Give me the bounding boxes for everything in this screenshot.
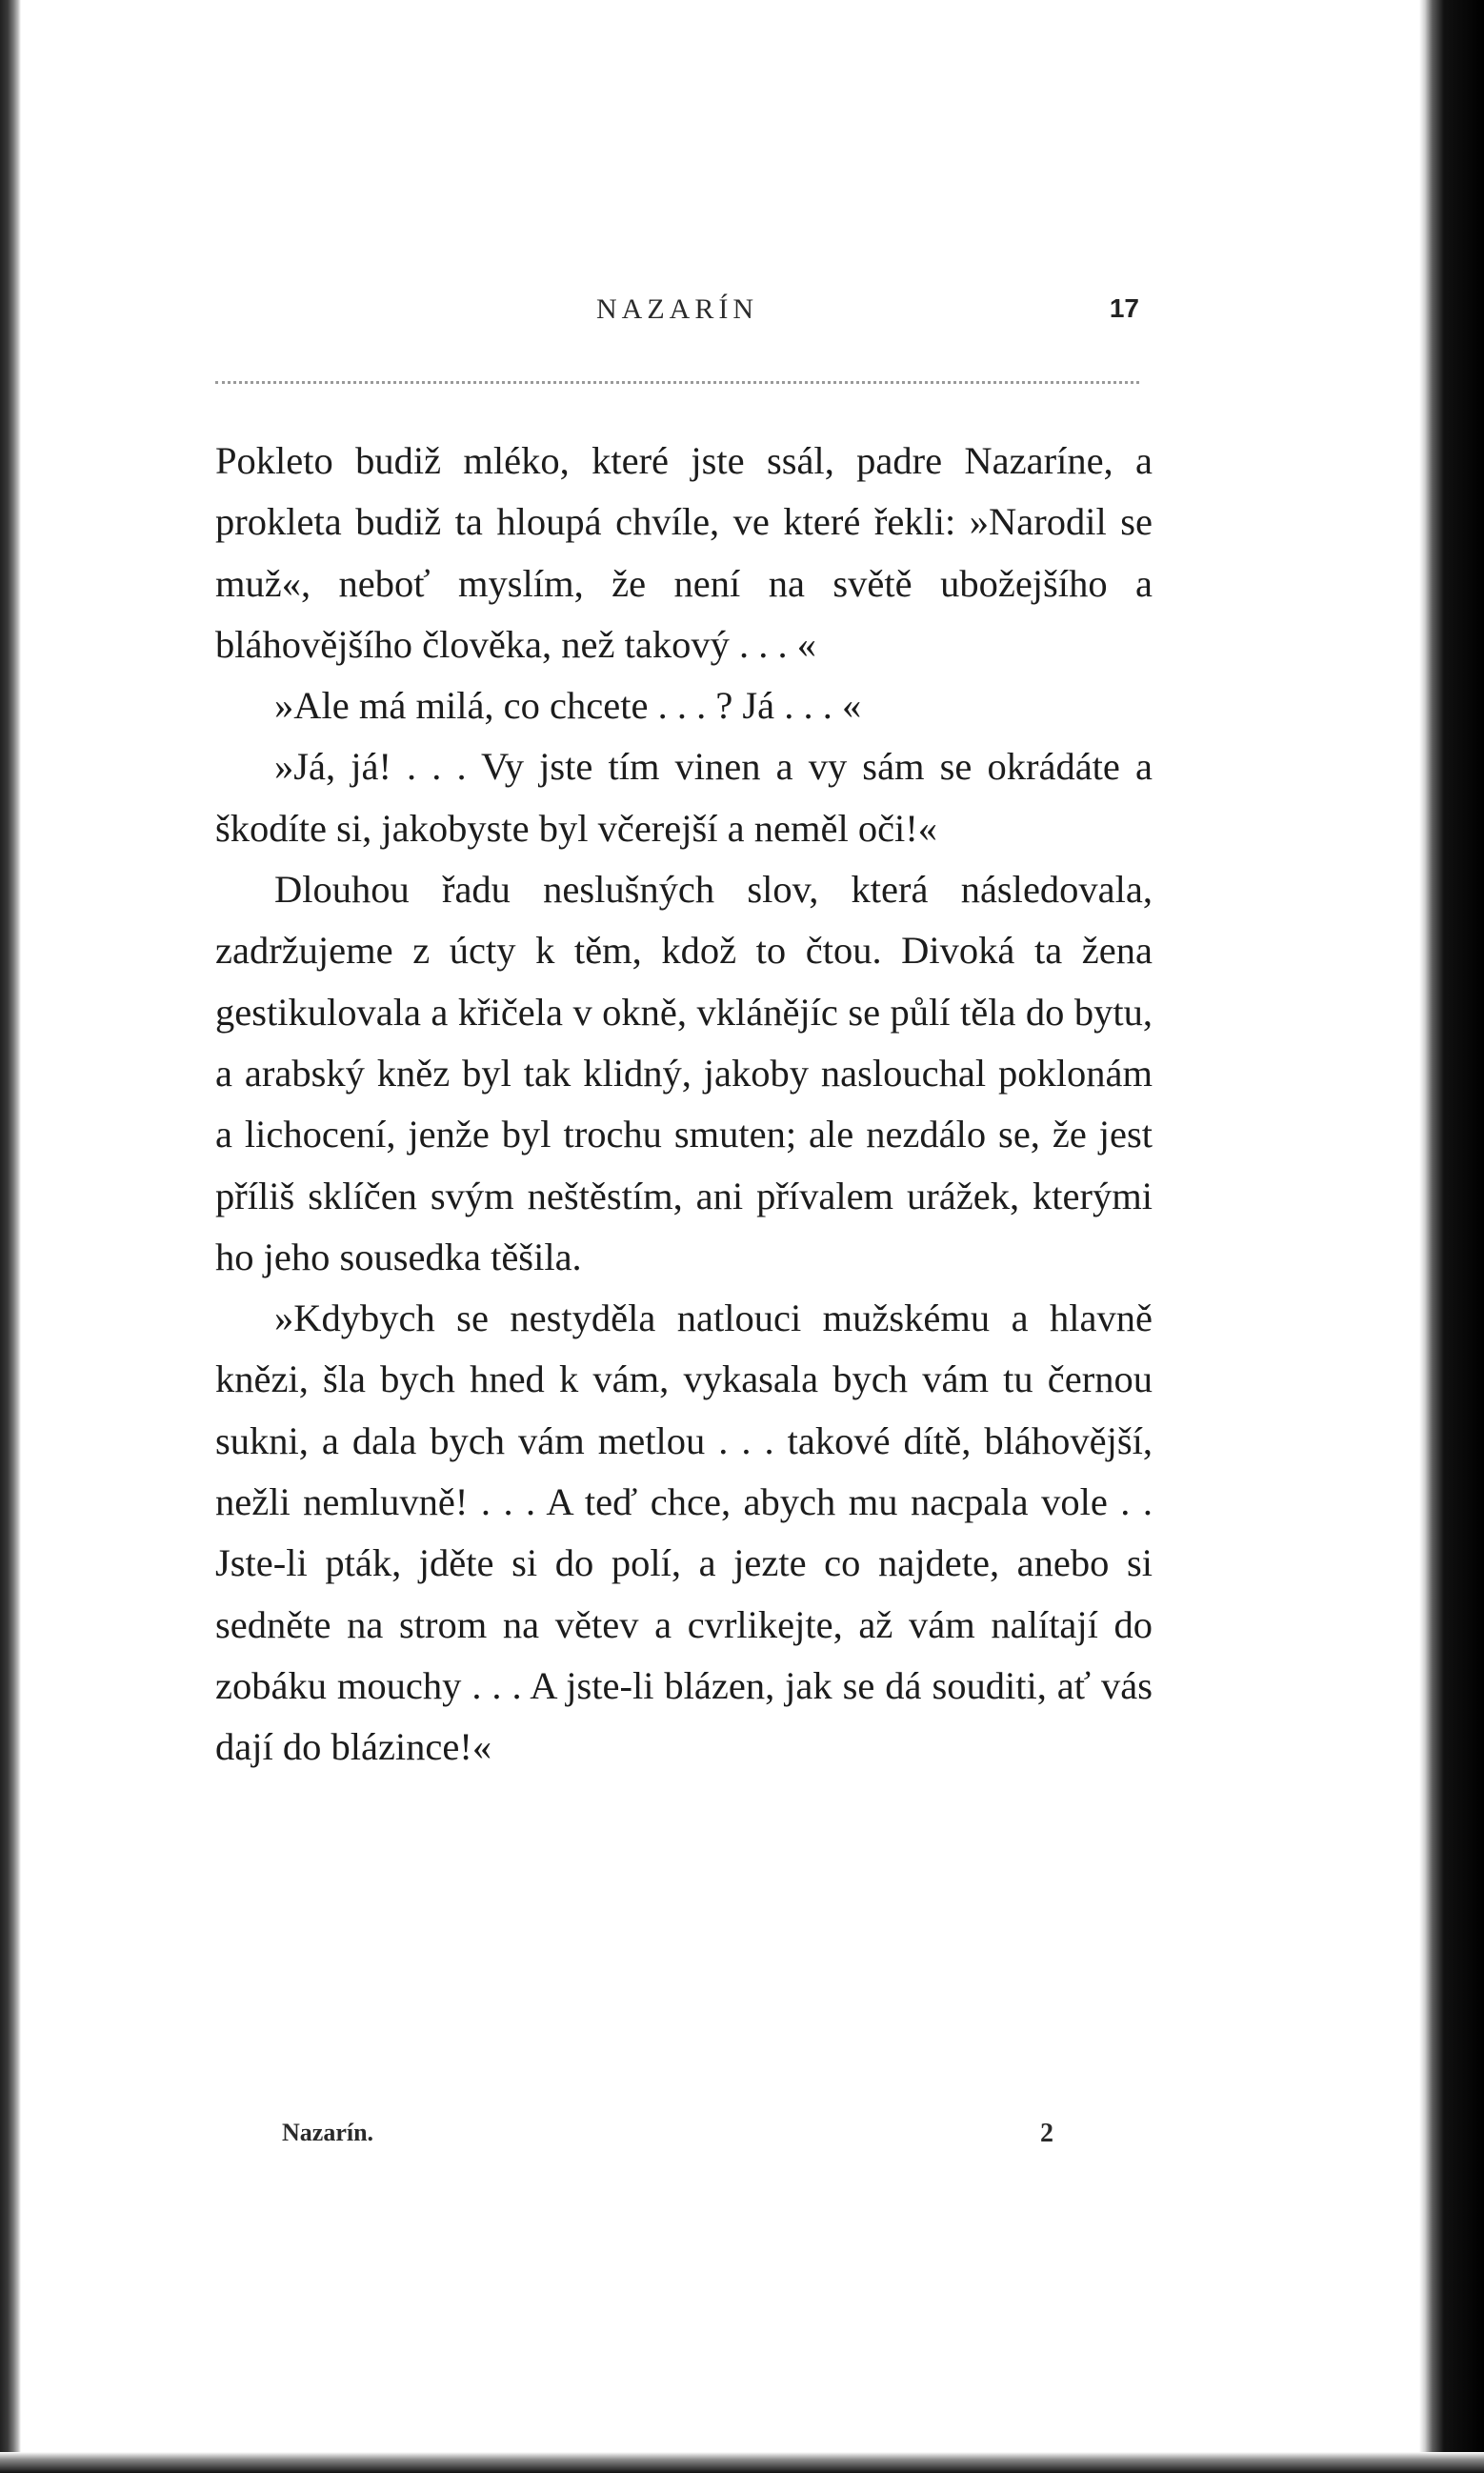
body-text	[215, 431, 1153, 1779]
signature-mark: Nazarín.	[282, 2119, 374, 2146]
header-dotted-rule	[215, 381, 1139, 384]
page-number: 17	[1109, 293, 1139, 323]
signature-number: 2	[1040, 2119, 1053, 2148]
bottom-scan-edge	[0, 2452, 1484, 2473]
running-head: NAZARÍN	[596, 293, 758, 325]
page-footer	[282, 2119, 1053, 2157]
paragraph: Dlouhou řadu neslušných slov, která následovala, zadržujeme z úcty k těm, kdož to čtou. Divoká ta žena gestikulovala a křičela v okně, vklánějíc se půlí těla do bytu, a arabský kněz byl tak klidný, jakoby naslouchal poklonám a lichocení, jenže byl trochu smuten; ale nezdálo se, že jest příliš sklíčen svým neštěstím, ani přívalem urážek, kterými ho jeho sousedka těšila.	[215, 868, 1153, 1278]
paragraph: »Já, já! . . . Vy jste tím vinen a vy sám se okrádáte a škodíte si, jakobyste byl včerejší a neměl oči!«	[215, 745, 1153, 850]
right-scan-edge	[1419, 0, 1484, 2473]
paragraph: Pokleto budiž mléko, které jste ssál, padre Nazaríne, a prokleta budiž ta hloupá chvíle, ve které řekli: »Narodil se muž«, neboť myslím, že není na světě ubožejšího a bláhovějšího člověka, než takový . . . «	[215, 439, 1153, 666]
paragraph: »Kdybych se nestyděla natlouci mužskému a hlavně knězi, šla bych hned k vám, vykasala bych vám tu černou sukni, a dala bych vám metlou . . . takové dítě, bláhovější, nežli nemluvně! . . . A teď chce, abych mu nacpala vole . . Jste-li pták, jděte si do polí, a jezte co najdete, anebo si sedněte na strom na větev a cvrlikejte, až vám nalítají do zobáku mouchy . . . A jste-li blázen, jak se dá souditi, ať vás dají do blázince!«	[215, 1297, 1153, 1769]
paragraph: »Ale má milá, co chcete . . . ? Já . . . «	[274, 684, 862, 728]
page-header	[215, 284, 1139, 341]
